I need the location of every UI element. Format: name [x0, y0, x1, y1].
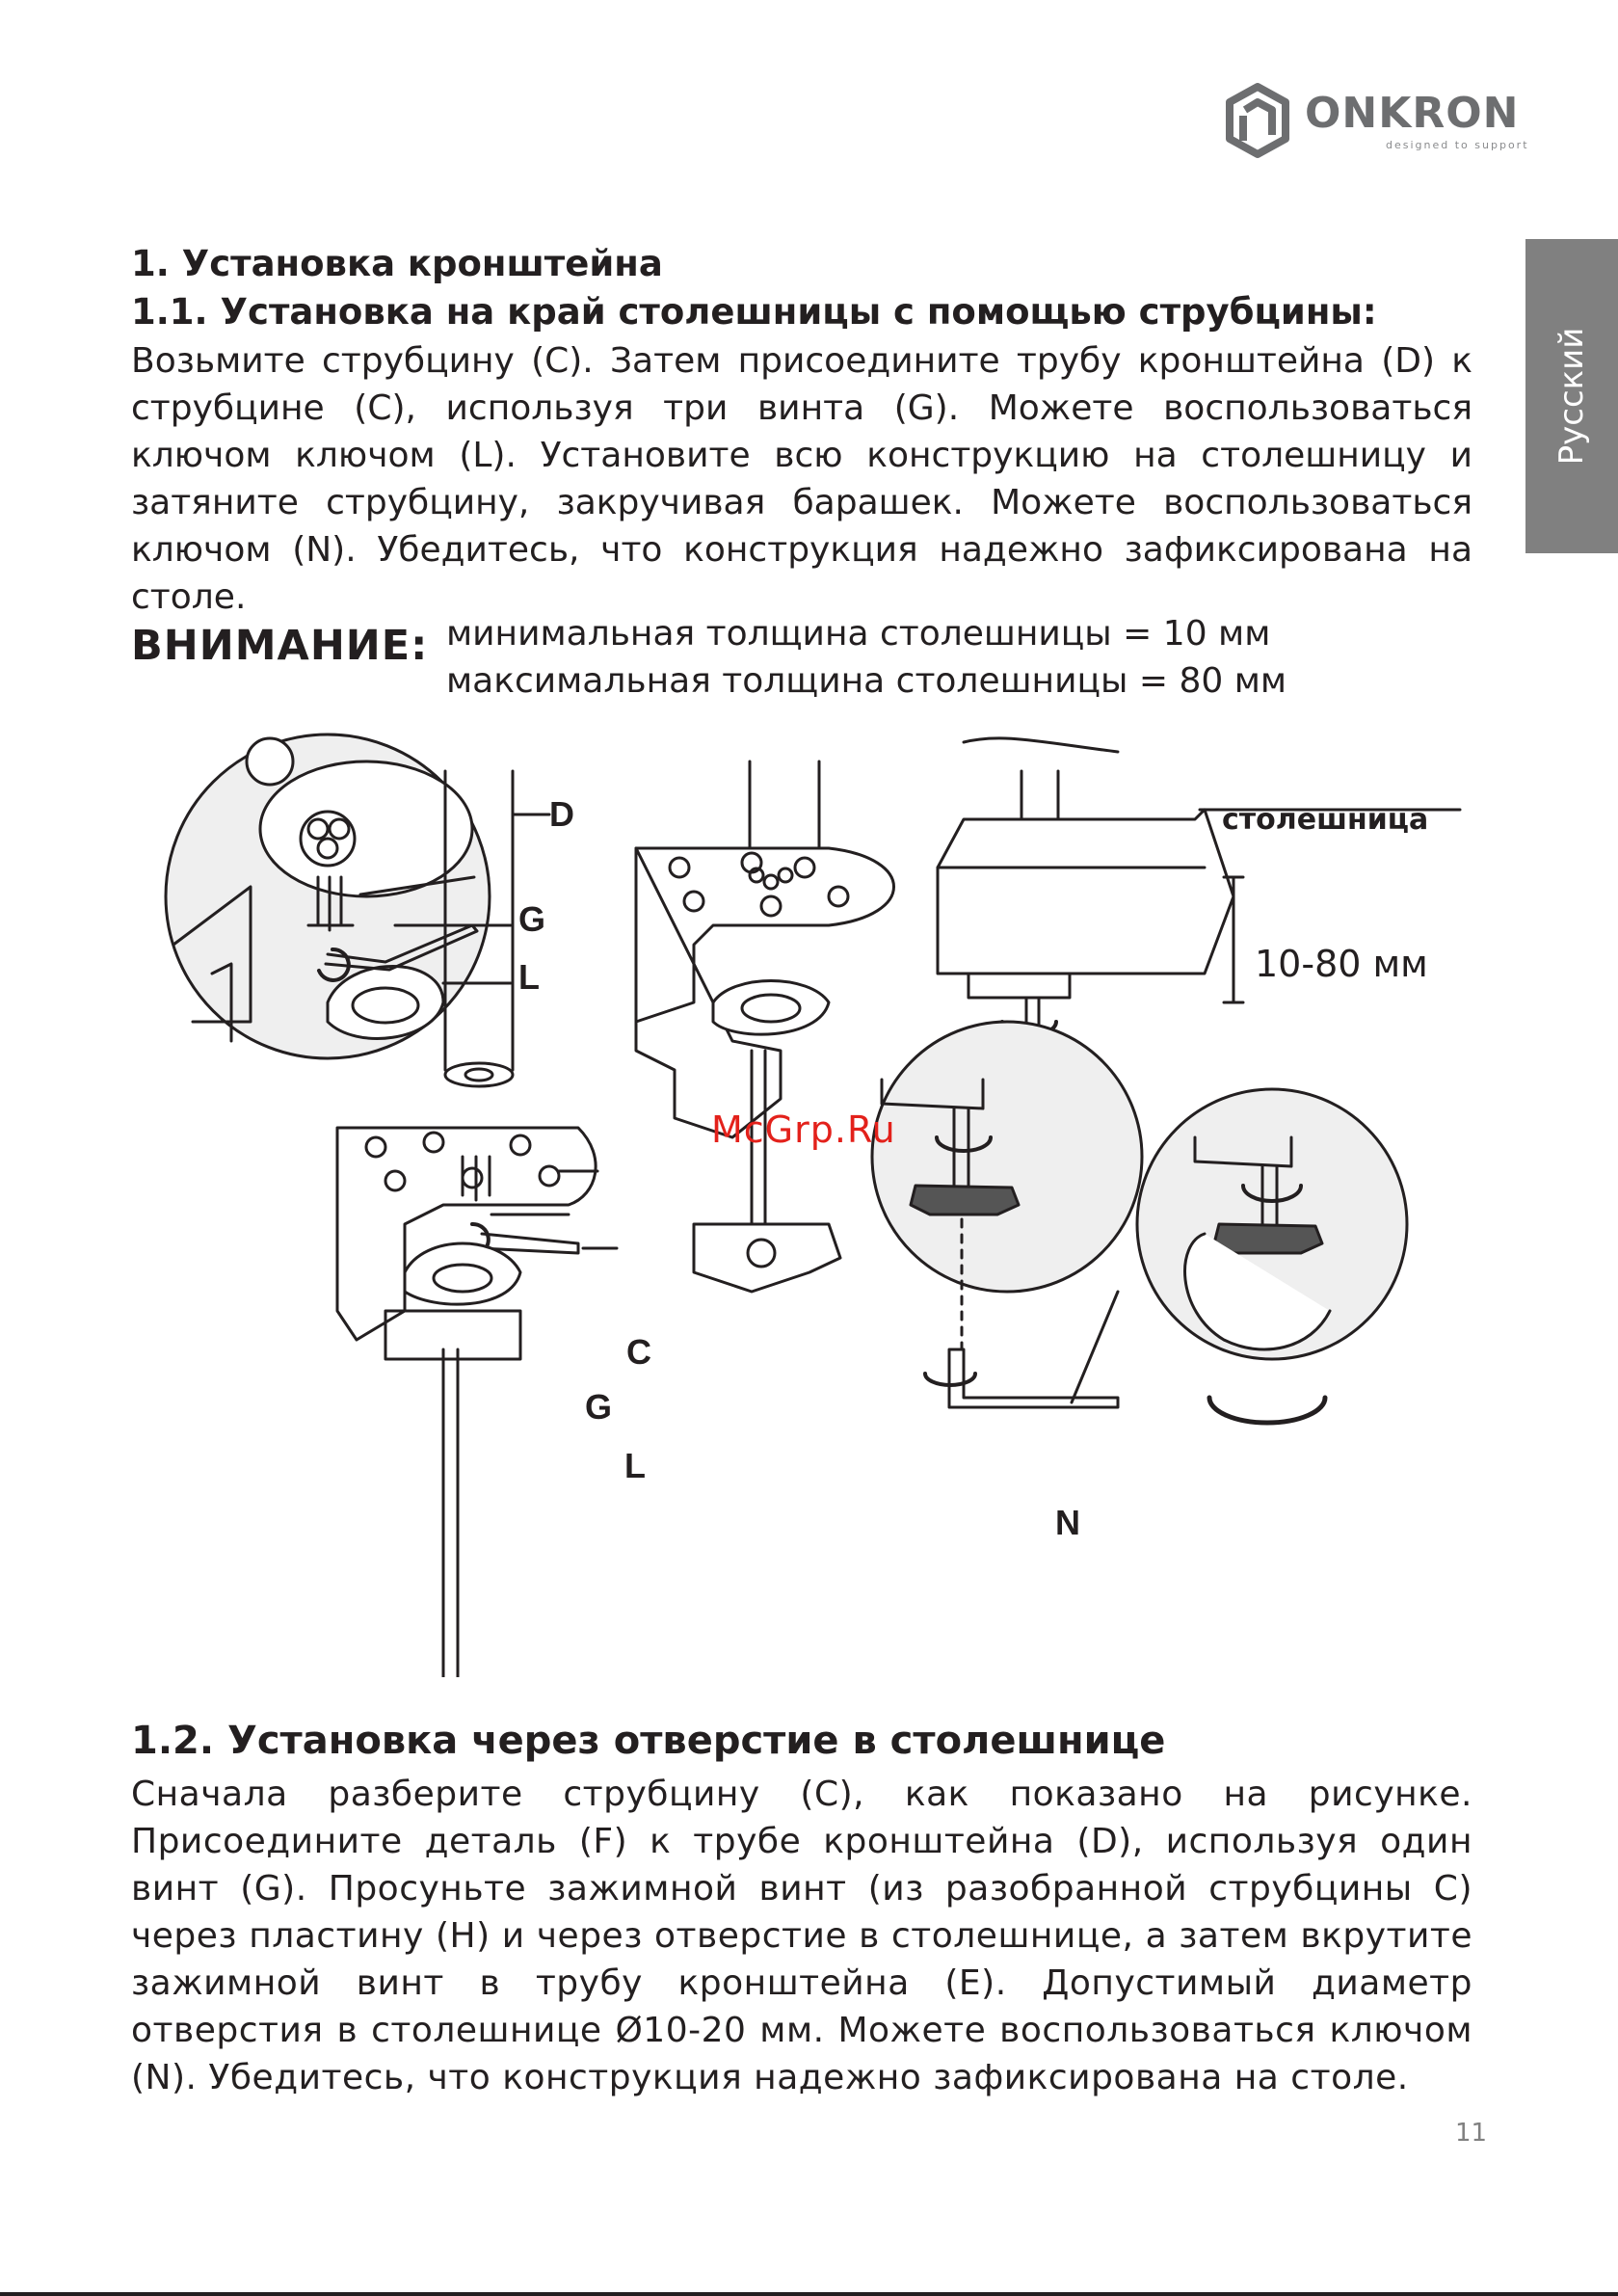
label-g-top: G	[518, 899, 546, 939]
label-n: N	[1055, 1503, 1080, 1542]
label-d: D	[549, 794, 574, 834]
installation-illustration	[154, 733, 1465, 1677]
instruction-paragraph: Возьмите струбцину (C). Затем присоедините трубу кронштейна (D) к струбцине (C), используя три винта (G). Можете воспользоваться ключом ключом (L). Установите всю конструкцию на столешницу и затяните струбцину, закручивая барашек. Можете воспользоваться ключом (N). Убедитесь, что конструкция надежно зафиксирована на столе.	[131, 341, 1472, 617]
label-l-bottom: L	[624, 1446, 646, 1485]
label-c: C	[626, 1332, 651, 1372]
instruction-paragraph-hole: Сначала разберите струбцину (C), как показано на рисунке. Присоедините деталь (F) к трубе кронштейна (D), используя один винт (G). Просуньте зажимной винт (из разобранной струбцины C) через пластину (H) и через отверстие в столешнице, а затем вкрутите зажимной винт в трубу кронштейна (E). Допустимый диаметр отверстия в столешнице Ø10-20 мм. Можете воспользоваться ключом (N). Убедитесь, что конструкция надежно зафиксирована на столе.	[131, 1775, 1472, 2097]
warning-label: ВНИМАНИЕ:	[131, 622, 429, 670]
detail-circle-screws	[166, 734, 490, 1058]
label-g-bottom: G	[585, 1387, 613, 1427]
section-heading: 1. Установка кронштейна	[131, 243, 663, 284]
subsection-heading-hole: 1.2. Установка через отверстие в столешнице	[131, 1719, 1166, 1763]
clamp-assembly-figure	[636, 761, 894, 1292]
detail-circle-knob-key	[872, 1022, 1142, 1407]
watermark: McGrp.Ru	[711, 1108, 896, 1151]
label-tabletop: столешница	[1222, 803, 1429, 837]
language-tab-label: Русский	[1552, 327, 1591, 466]
detail-circle-hand-knob	[1137, 1089, 1407, 1423]
bottom-rule	[0, 2292, 1618, 2296]
brand-tagline: designed to support	[1386, 139, 1529, 151]
brand-logo	[1222, 81, 1540, 168]
subsection-heading: 1.1. Установка на край столешницы с помощью струбцины:	[131, 291, 1377, 333]
brand-name: ONKRON	[1305, 89, 1520, 138]
warning-max-thickness: максимальная толщина столешницы = 80 мм	[446, 661, 1287, 701]
page-number: 11	[1455, 2119, 1488, 2148]
language-tab	[1525, 239, 1618, 553]
logo-mark-icon	[1222, 81, 1293, 164]
label-thickness: 10-80 мм	[1255, 943, 1428, 985]
warning-min-thickness: минимальная толщина столешницы = 10 мм	[446, 614, 1271, 654]
label-l-top: L	[518, 957, 540, 997]
